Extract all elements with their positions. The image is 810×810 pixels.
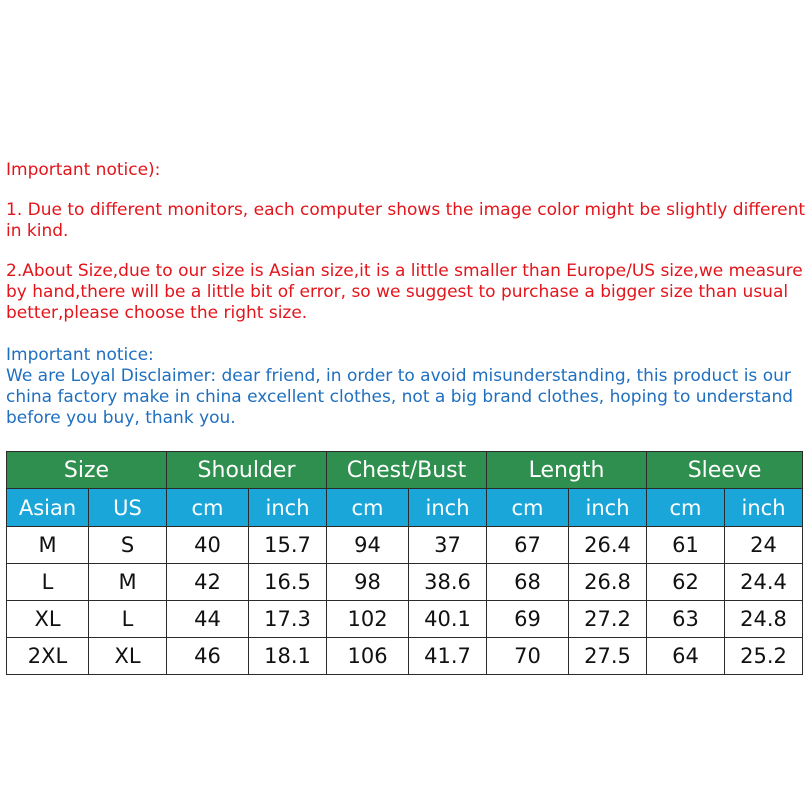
- cell-shoulder-inch: 15.7: [249, 527, 327, 564]
- table-row: [7, 527, 803, 564]
- cell-chest-cm: 106: [327, 638, 409, 675]
- subheader-shoulder-cm: cm: [167, 489, 249, 527]
- cell-length-cm: 70: [487, 638, 569, 675]
- group-header-row: [7, 452, 803, 489]
- cell-sleeve-cm: 63: [647, 601, 725, 638]
- subheader-sleeve-cm: cm: [647, 489, 725, 527]
- notice-title: Important notice):: [6, 160, 161, 180]
- cell-sleeve-inch: 24.4: [725, 564, 803, 601]
- cell-chest-cm: 98: [327, 564, 409, 601]
- cell-sleeve-cm: 62: [647, 564, 725, 601]
- group-header-shoulder: Shoulder: [167, 452, 327, 489]
- group-header-chest-bust: Chest/Bust: [327, 452, 487, 489]
- subheader-asian: Asian: [7, 489, 89, 527]
- cell-us-size: XL: [89, 638, 167, 675]
- disclaimer-block: [6, 345, 808, 429]
- cell-length-cm: 69: [487, 601, 569, 638]
- unit-header-row: [7, 489, 803, 527]
- subheader-us: US: [89, 489, 167, 527]
- table-row: [7, 564, 803, 601]
- group-header-size: Size: [7, 452, 167, 489]
- cell-shoulder-cm: 46: [167, 638, 249, 675]
- cell-sleeve-inch: 24: [725, 527, 803, 564]
- cell-asian-size: XL: [7, 601, 89, 638]
- cell-us-size: L: [89, 601, 167, 638]
- subheader-length-cm: cm: [487, 489, 569, 527]
- table-row: [7, 601, 803, 638]
- cell-chest-inch: 40.1: [409, 601, 487, 638]
- cell-shoulder-cm: 42: [167, 564, 249, 601]
- subheader-shoulder-inch: inch: [249, 489, 327, 527]
- cell-sleeve-cm: 61: [647, 527, 725, 564]
- cell-length-inch: 26.8: [569, 564, 647, 601]
- cell-length-cm: 67: [487, 527, 569, 564]
- cell-asian-size: M: [7, 527, 89, 564]
- size-chart-table: [6, 451, 803, 675]
- disclaimer-title: Important notice:: [6, 345, 154, 365]
- disclaimer-text: We are Loyal Disclaimer: dear friend, in order to avoid misunderstanding, this product is our china factory make in china excellent clothes, not a big brand clothes, hoping to understand before you buy, thank you.: [6, 366, 794, 428]
- cell-shoulder-cm: 44: [167, 601, 249, 638]
- table-row: [7, 638, 803, 675]
- group-header-length: Length: [487, 452, 647, 489]
- cell-chest-cm: 94: [327, 527, 409, 564]
- cell-sleeve-cm: 64: [647, 638, 725, 675]
- cell-length-inch: 26.4: [569, 527, 647, 564]
- subheader-chest-cm: cm: [327, 489, 409, 527]
- subheader-chest-inch: inch: [409, 489, 487, 527]
- cell-chest-inch: 37: [409, 527, 487, 564]
- cell-length-cm: 68: [487, 564, 569, 601]
- cell-sleeve-inch: 24.8: [725, 601, 803, 638]
- cell-sleeve-inch: 25.2: [725, 638, 803, 675]
- cell-us-size: S: [89, 527, 167, 564]
- subheader-sleeve-inch: inch: [725, 489, 803, 527]
- cell-length-inch: 27.2: [569, 601, 647, 638]
- cell-shoulder-inch: 18.1: [249, 638, 327, 675]
- cell-asian-size: 2XL: [7, 638, 89, 675]
- cell-us-size: M: [89, 564, 167, 601]
- cell-chest-cm: 102: [327, 601, 409, 638]
- cell-length-inch: 27.5: [569, 638, 647, 675]
- notice-point-2: 2.About Size,due to our size is Asian size,it is a little smaller than Europe/US size,we measure by hand,there will be a little bit of error, so we suggest to purchase a bigger size than usual better,please choose the right size.: [6, 261, 803, 323]
- notice-point-1: 1. Due to different monitors, each computer shows the image color might be slightly different in kind.: [6, 200, 806, 241]
- subheader-length-inch: inch: [569, 489, 647, 527]
- cell-shoulder-inch: 16.5: [249, 564, 327, 601]
- cell-chest-inch: 41.7: [409, 638, 487, 675]
- cell-shoulder-cm: 40: [167, 527, 249, 564]
- cell-chest-inch: 38.6: [409, 564, 487, 601]
- cell-asian-size: L: [7, 564, 89, 601]
- group-header-sleeve: Sleeve: [647, 452, 803, 489]
- cell-shoulder-inch: 17.3: [249, 601, 327, 638]
